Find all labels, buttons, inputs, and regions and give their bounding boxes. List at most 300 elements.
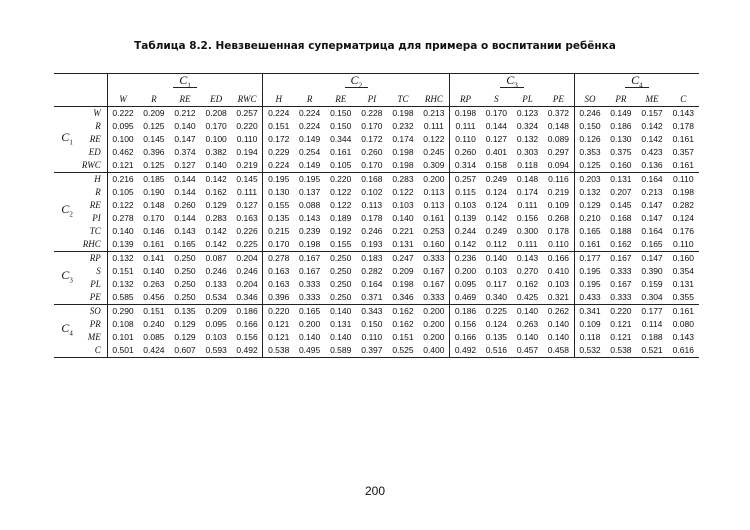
matrix-cell: 0.100 bbox=[205, 134, 227, 145]
matrix-cell: 0.195 bbox=[574, 278, 605, 291]
matrix-cell: 0.198 bbox=[392, 147, 414, 158]
matrix-cell: 0.390 bbox=[641, 266, 663, 277]
matrix-cell: 0.226 bbox=[236, 226, 258, 237]
matrix-cell: 0.095 bbox=[107, 120, 138, 133]
matrix-cell: 0.193 bbox=[361, 239, 383, 250]
matrix-cell: 0.087 bbox=[205, 253, 227, 264]
matrix-cell: 0.538 bbox=[263, 344, 294, 358]
matrix-cell: 0.314 bbox=[450, 159, 481, 173]
matrix-cell: 0.110 bbox=[672, 239, 694, 250]
matrix-cell: 0.278 bbox=[107, 212, 138, 225]
group-letter: C bbox=[631, 73, 640, 87]
matrix-cell: 0.121 bbox=[263, 331, 294, 344]
matrix-cell: 0.113 bbox=[423, 187, 445, 198]
matrix-cell: 0.245 bbox=[423, 147, 445, 158]
matrix-cell: 0.132 bbox=[574, 186, 605, 199]
matrix-cell: 0.257 bbox=[236, 108, 258, 119]
matrix-cell: 0.162 bbox=[516, 279, 539, 290]
matrix-cell: 0.148 bbox=[516, 174, 539, 185]
matrix-cell: 0.142 bbox=[450, 238, 481, 252]
matrix-cell: 0.118 bbox=[574, 331, 605, 344]
matrix-cell: 0.167 bbox=[610, 253, 632, 264]
matrix-cell: 0.521 bbox=[641, 345, 663, 356]
matrix-cell: 0.144 bbox=[174, 187, 196, 198]
matrix-cell: 0.396 bbox=[263, 291, 294, 305]
matrix-cell: 0.108 bbox=[107, 318, 138, 331]
matrix-cell: 0.221 bbox=[392, 226, 414, 237]
matrix-cell: 0.136 bbox=[641, 160, 663, 171]
matrix-cell: 0.501 bbox=[107, 344, 138, 358]
column-header: RP bbox=[450, 92, 481, 107]
column-group-c4 bbox=[574, 74, 699, 93]
matrix-cell: 0.186 bbox=[450, 305, 481, 319]
row-label: S bbox=[96, 266, 101, 277]
matrix-cell: 0.095 bbox=[205, 319, 227, 330]
matrix-cell: 0.162 bbox=[610, 239, 632, 250]
matrix-cell: 0.161 bbox=[672, 134, 694, 145]
matrix-cell: 0.185 bbox=[143, 174, 165, 185]
matrix-cell: 0.121 bbox=[610, 332, 632, 343]
matrix-cell: 0.282 bbox=[361, 266, 383, 277]
matrix-cell: 0.089 bbox=[547, 134, 570, 145]
table-row bbox=[54, 344, 699, 358]
matrix-cell: 0.165 bbox=[298, 306, 321, 317]
matrix-cell: 0.127 bbox=[485, 134, 508, 145]
row-group-c3 bbox=[54, 252, 80, 305]
matrix-cell: 0.141 bbox=[143, 253, 165, 264]
matrix-cell: 0.469 bbox=[450, 291, 481, 305]
matrix-cell: 0.462 bbox=[107, 146, 138, 159]
matrix-cell: 0.124 bbox=[672, 213, 694, 224]
matrix-cell: 0.247 bbox=[392, 253, 414, 264]
row-label: PR bbox=[89, 319, 101, 330]
table-row bbox=[54, 305, 699, 319]
matrix-cell: 0.129 bbox=[574, 199, 605, 212]
matrix-cell: 0.140 bbox=[143, 266, 165, 277]
matrix-cell: 0.400 bbox=[423, 345, 445, 356]
matrix-cell: 0.115 bbox=[450, 186, 481, 199]
column-header: C bbox=[680, 93, 687, 104]
table-row bbox=[54, 318, 699, 331]
matrix-cell: 0.110 bbox=[361, 332, 383, 343]
matrix-cell: 0.149 bbox=[610, 108, 632, 119]
table-row bbox=[54, 265, 699, 278]
matrix-cell: 0.125 bbox=[143, 160, 165, 171]
row-label: TC bbox=[89, 226, 101, 237]
matrix-cell: 0.198 bbox=[392, 108, 414, 119]
matrix-cell: 0.194 bbox=[236, 147, 258, 158]
matrix-cell: 0.143 bbox=[672, 332, 694, 343]
matrix-cell: 0.246 bbox=[236, 266, 258, 277]
matrix-cell: 0.085 bbox=[143, 332, 165, 343]
matrix-cell: 0.121 bbox=[263, 318, 294, 331]
matrix-cell: 0.250 bbox=[330, 266, 352, 277]
matrix-cell: 0.174 bbox=[392, 134, 414, 145]
matrix-cell: 0.135 bbox=[174, 306, 196, 317]
matrix-cell: 0.585 bbox=[107, 291, 138, 305]
group-index: 1 bbox=[187, 81, 191, 90]
matrix-cell: 0.172 bbox=[263, 133, 294, 146]
group-letter: C bbox=[506, 73, 515, 87]
group-letter: C bbox=[61, 129, 70, 144]
matrix-cell: 0.538 bbox=[610, 345, 632, 356]
row-label: RE bbox=[89, 134, 101, 145]
matrix-cell: 0.353 bbox=[574, 146, 605, 159]
matrix-cell: 0.135 bbox=[485, 332, 508, 343]
table-row bbox=[54, 199, 699, 212]
matrix-cell: 0.126 bbox=[574, 133, 605, 146]
matrix-cell: 0.167 bbox=[610, 279, 632, 290]
matrix-cell: 0.216 bbox=[107, 173, 138, 187]
column-header: H bbox=[263, 92, 294, 107]
matrix-cell: 0.228 bbox=[361, 108, 383, 119]
matrix-cell: 0.374 bbox=[174, 147, 196, 158]
column-header: RE bbox=[179, 93, 191, 104]
matrix-cell: 0.229 bbox=[263, 146, 294, 159]
matrix-cell: 0.151 bbox=[392, 332, 414, 343]
matrix-cell: 0.244 bbox=[450, 225, 481, 238]
matrix-cell: 0.589 bbox=[330, 345, 352, 356]
matrix-cell: 0.095 bbox=[450, 278, 481, 291]
matrix-cell: 0.321 bbox=[547, 292, 570, 303]
supermatrix-table bbox=[54, 73, 699, 358]
matrix-cell: 0.167 bbox=[423, 266, 445, 277]
matrix-cell: 0.140 bbox=[485, 253, 508, 264]
matrix-cell: 0.143 bbox=[174, 226, 196, 237]
matrix-cell: 0.532 bbox=[574, 344, 605, 358]
matrix-cell: 0.164 bbox=[641, 174, 663, 185]
matrix-cell: 0.127 bbox=[174, 160, 196, 171]
matrix-cell: 0.113 bbox=[423, 200, 445, 211]
matrix-cell: 0.130 bbox=[610, 134, 632, 145]
matrix-cell: 0.254 bbox=[298, 147, 321, 158]
matrix-cell: 0.111 bbox=[517, 239, 538, 250]
matrix-cell: 0.401 bbox=[485, 147, 508, 158]
matrix-cell: 0.210 bbox=[574, 212, 605, 225]
row-group-c4 bbox=[54, 305, 80, 358]
matrix-cell: 0.343 bbox=[361, 306, 383, 317]
matrix-cell: 0.257 bbox=[450, 173, 481, 187]
matrix-cell: 0.346 bbox=[236, 292, 258, 303]
matrix-cell: 0.176 bbox=[672, 226, 694, 237]
matrix-cell: 0.145 bbox=[610, 200, 632, 211]
matrix-cell: 0.140 bbox=[298, 332, 321, 343]
matrix-cell: 0.170 bbox=[361, 121, 383, 132]
row-label: ME bbox=[87, 332, 101, 343]
group-index: 3 bbox=[69, 276, 73, 285]
matrix-cell: 0.139 bbox=[107, 238, 138, 252]
matrix-cell: 0.109 bbox=[574, 318, 605, 331]
matrix-body bbox=[54, 107, 699, 358]
matrix-cell: 0.131 bbox=[330, 319, 352, 330]
matrix-cell: 0.333 bbox=[298, 279, 321, 290]
matrix-cell: 0.165 bbox=[174, 239, 196, 250]
matrix-cell: 0.123 bbox=[516, 108, 539, 119]
matrix-cell: 0.309 bbox=[423, 160, 445, 171]
group-index: 2 bbox=[69, 210, 73, 219]
matrix-cell: 0.232 bbox=[392, 121, 414, 132]
matrix-cell: 0.161 bbox=[423, 213, 445, 224]
row-label: C bbox=[94, 345, 101, 356]
matrix-cell: 0.142 bbox=[641, 134, 663, 145]
matrix-cell: 0.137 bbox=[298, 187, 321, 198]
matrix-cell: 0.160 bbox=[610, 160, 632, 171]
matrix-cell: 0.155 bbox=[263, 199, 294, 212]
matrix-cell: 0.162 bbox=[392, 306, 414, 317]
matrix-cell: 0.103 bbox=[205, 332, 227, 343]
matrix-cell: 0.165 bbox=[641, 239, 663, 250]
matrix-cell: 0.122 bbox=[107, 199, 138, 212]
matrix-cell: 0.170 bbox=[143, 213, 165, 224]
matrix-cell: 0.340 bbox=[485, 292, 508, 303]
matrix-cell: 0.147 bbox=[174, 134, 196, 145]
matrix-cell: 0.220 bbox=[236, 121, 258, 132]
matrix-cell: 0.140 bbox=[547, 319, 570, 330]
matrix-cell: 0.213 bbox=[423, 108, 445, 119]
matrix-cell: 0.142 bbox=[205, 226, 227, 237]
matrix-cell: 0.151 bbox=[143, 306, 165, 317]
matrix-cell: 0.260 bbox=[174, 200, 196, 211]
matrix-cell: 0.132 bbox=[107, 252, 138, 266]
matrix-cell: 0.150 bbox=[361, 319, 383, 330]
matrix-cell: 0.333 bbox=[610, 266, 632, 277]
matrix-cell: 0.246 bbox=[574, 107, 605, 121]
matrix-cell: 0.170 bbox=[263, 238, 294, 252]
matrix-cell: 0.161 bbox=[672, 160, 694, 171]
matrix-cell: 0.118 bbox=[517, 160, 538, 171]
matrix-cell: 0.149 bbox=[298, 160, 321, 171]
matrix-cell: 0.161 bbox=[574, 238, 605, 252]
matrix-cell: 0.492 bbox=[236, 345, 258, 356]
column-header: W bbox=[107, 92, 138, 107]
matrix-cell: 0.495 bbox=[298, 345, 321, 356]
matrix-cell: 0.213 bbox=[641, 187, 663, 198]
matrix-cell: 0.186 bbox=[610, 121, 632, 132]
matrix-cell: 0.209 bbox=[205, 306, 227, 317]
matrix-cell: 0.324 bbox=[516, 121, 539, 132]
matrix-cell: 0.372 bbox=[547, 108, 570, 119]
matrix-cell: 0.250 bbox=[330, 253, 352, 264]
matrix-cell: 0.145 bbox=[236, 174, 258, 185]
table-title: Таблица 8.2. Невзвешенная суперматрица для примера о воспитании ребёнка bbox=[134, 40, 616, 52]
matrix-cell: 0.150 bbox=[574, 120, 605, 133]
matrix-cell: 0.209 bbox=[392, 266, 414, 277]
matrix-cell: 0.132 bbox=[516, 134, 539, 145]
table-row bbox=[54, 225, 699, 238]
matrix-cell: 0.220 bbox=[263, 305, 294, 319]
matrix-cell: 0.127 bbox=[236, 200, 258, 211]
matrix-cell: 0.195 bbox=[298, 174, 321, 185]
matrix-cell: 0.132 bbox=[107, 278, 138, 291]
matrix-cell: 0.189 bbox=[330, 213, 352, 224]
matrix-cell: 0.225 bbox=[236, 239, 258, 250]
matrix-cell: 0.133 bbox=[205, 279, 227, 290]
row-label: RWC bbox=[81, 160, 101, 171]
matrix-cell: 0.200 bbox=[423, 319, 445, 330]
matrix-cell: 0.144 bbox=[174, 174, 196, 185]
matrix-cell: 0.283 bbox=[392, 174, 414, 185]
matrix-cell: 0.458 bbox=[547, 345, 570, 356]
matrix-cell: 0.143 bbox=[298, 213, 321, 224]
matrix-cell: 0.297 bbox=[547, 147, 570, 158]
matrix-cell: 0.122 bbox=[423, 134, 445, 145]
column-header: RE bbox=[335, 93, 347, 104]
table-row bbox=[54, 186, 699, 199]
matrix-cell: 0.200 bbox=[423, 332, 445, 343]
matrix-cell: 0.262 bbox=[547, 306, 570, 317]
row-group-c2 bbox=[54, 173, 80, 252]
column-header: TC bbox=[397, 93, 409, 104]
table-row bbox=[54, 159, 699, 173]
matrix-cell: 0.239 bbox=[298, 226, 321, 237]
matrix-cell: 0.278 bbox=[263, 252, 294, 266]
matrix-cell: 0.109 bbox=[547, 200, 570, 211]
matrix-cell: 0.116 bbox=[548, 174, 569, 185]
group-letter: C bbox=[179, 73, 188, 87]
matrix-cell: 0.114 bbox=[641, 319, 663, 330]
matrix-cell: 0.103 bbox=[450, 199, 481, 212]
matrix-cell: 0.300 bbox=[516, 226, 539, 237]
matrix-cell: 0.168 bbox=[361, 174, 383, 185]
matrix-cell: 0.178 bbox=[547, 226, 570, 237]
matrix-cell: 0.142 bbox=[485, 213, 508, 224]
matrix-cell: 0.156 bbox=[236, 332, 258, 343]
matrix-cell: 0.195 bbox=[263, 173, 294, 187]
matrix-cell: 0.158 bbox=[485, 160, 508, 171]
matrix-cell: 0.616 bbox=[672, 345, 694, 356]
matrix-cell: 0.246 bbox=[205, 266, 227, 277]
matrix-cell: 0.163 bbox=[236, 213, 258, 224]
matrix-cell: 0.161 bbox=[143, 239, 165, 250]
matrix-cell: 0.333 bbox=[610, 292, 632, 303]
matrix-cell: 0.122 bbox=[330, 187, 352, 198]
matrix-cell: 0.198 bbox=[392, 279, 414, 290]
matrix-cell: 0.433 bbox=[574, 291, 605, 305]
matrix-cell: 0.140 bbox=[107, 225, 138, 238]
matrix-cell: 0.162 bbox=[205, 187, 227, 198]
matrix-cell: 0.142 bbox=[205, 239, 227, 250]
matrix-cell: 0.354 bbox=[672, 266, 694, 277]
matrix-cell: 0.260 bbox=[361, 147, 383, 158]
matrix-cell: 0.178 bbox=[361, 213, 383, 224]
matrix-cell: 0.250 bbox=[330, 279, 352, 290]
matrix-cell: 0.200 bbox=[450, 265, 481, 278]
table-row bbox=[54, 173, 699, 187]
matrix-cell: 0.457 bbox=[516, 345, 539, 356]
matrix-cell: 0.423 bbox=[641, 147, 663, 158]
row-label: RE bbox=[89, 200, 101, 211]
matrix-cell: 0.111 bbox=[237, 187, 258, 198]
matrix-cell: 0.253 bbox=[423, 226, 445, 237]
matrix-cell: 0.178 bbox=[672, 121, 694, 132]
matrix-cell: 0.103 bbox=[392, 200, 414, 211]
matrix-cell: 0.140 bbox=[330, 306, 352, 317]
matrix-cell: 0.140 bbox=[205, 160, 227, 171]
matrix-cell: 0.157 bbox=[641, 108, 663, 119]
matrix-cell: 0.198 bbox=[450, 107, 481, 121]
matrix-cell: 0.148 bbox=[143, 200, 165, 211]
matrix-cell: 0.162 bbox=[392, 319, 414, 330]
table-row bbox=[54, 133, 699, 146]
matrix-cell: 0.129 bbox=[174, 332, 196, 343]
matrix-cell: 0.140 bbox=[392, 213, 414, 224]
matrix-cell: 0.156 bbox=[450, 318, 481, 331]
matrix-cell: 0.167 bbox=[298, 266, 321, 277]
matrix-cell: 0.161 bbox=[330, 147, 352, 158]
matrix-cell: 0.224 bbox=[263, 159, 294, 173]
matrix-cell: 0.129 bbox=[174, 319, 196, 330]
row-label: H bbox=[94, 174, 101, 185]
matrix-cell: 0.111 bbox=[423, 121, 444, 132]
matrix-cell: 0.204 bbox=[236, 253, 258, 264]
matrix-cell: 0.080 bbox=[672, 319, 694, 330]
matrix-cell: 0.164 bbox=[361, 279, 383, 290]
group-letter: C bbox=[61, 321, 70, 336]
matrix-cell: 0.135 bbox=[263, 212, 294, 225]
matrix-cell: 0.198 bbox=[392, 160, 414, 171]
matrix-cell: 0.219 bbox=[547, 187, 570, 198]
matrix-cell: 0.268 bbox=[547, 213, 570, 224]
page-number: 200 bbox=[364, 484, 386, 498]
matrix-cell: 0.142 bbox=[641, 121, 663, 132]
matrix-cell: 0.283 bbox=[205, 213, 227, 224]
matrix-cell: 0.170 bbox=[361, 160, 383, 171]
matrix-cell: 0.110 bbox=[236, 134, 258, 145]
matrix-cell: 0.166 bbox=[547, 253, 570, 264]
column-group-label bbox=[500, 73, 524, 88]
matrix-cell: 0.209 bbox=[143, 108, 165, 119]
matrix-cell: 0.204 bbox=[236, 279, 258, 290]
column-header: R bbox=[151, 93, 157, 104]
matrix-cell: 0.492 bbox=[450, 344, 481, 358]
column-header: RWC bbox=[237, 93, 257, 104]
row-label: PI bbox=[92, 213, 101, 224]
matrix-cell: 0.250 bbox=[174, 292, 196, 303]
column-header: ME bbox=[645, 93, 659, 104]
matrix-cell: 0.222 bbox=[107, 107, 138, 121]
matrix-cell: 0.170 bbox=[485, 108, 508, 119]
matrix-cell: 0.155 bbox=[330, 239, 352, 250]
matrix-cell: 0.140 bbox=[330, 332, 352, 343]
matrix-cell: 0.150 bbox=[330, 108, 352, 119]
matrix-cell: 0.117 bbox=[486, 279, 507, 290]
column-group-label bbox=[173, 73, 197, 88]
matrix-cell: 0.147 bbox=[641, 200, 663, 211]
matrix-cell: 0.140 bbox=[516, 332, 539, 343]
matrix-cell: 0.088 bbox=[298, 200, 321, 211]
matrix-cell: 0.260 bbox=[450, 146, 481, 159]
row-label: PE bbox=[89, 292, 101, 303]
matrix-cell: 0.282 bbox=[672, 200, 694, 211]
matrix-cell: 0.186 bbox=[236, 306, 258, 317]
matrix-cell: 0.160 bbox=[672, 253, 694, 264]
group-letter: C bbox=[350, 73, 359, 87]
column-header: R bbox=[306, 93, 313, 104]
matrix-cell: 0.190 bbox=[143, 187, 165, 198]
matrix-cell: 0.341 bbox=[574, 305, 605, 319]
matrix-cell: 0.263 bbox=[143, 279, 165, 290]
column-group-c2 bbox=[263, 74, 450, 93]
column-header: PI bbox=[367, 93, 377, 104]
matrix-cell: 0.397 bbox=[361, 345, 383, 356]
matrix-cell: 0.131 bbox=[672, 279, 694, 290]
matrix-cell: 0.382 bbox=[205, 147, 227, 158]
row-label: R bbox=[95, 121, 101, 132]
table-row bbox=[54, 107, 699, 121]
matrix-cell: 0.142 bbox=[205, 174, 227, 185]
matrix-cell: 0.165 bbox=[574, 225, 605, 238]
matrix-cell: 0.250 bbox=[330, 292, 352, 303]
